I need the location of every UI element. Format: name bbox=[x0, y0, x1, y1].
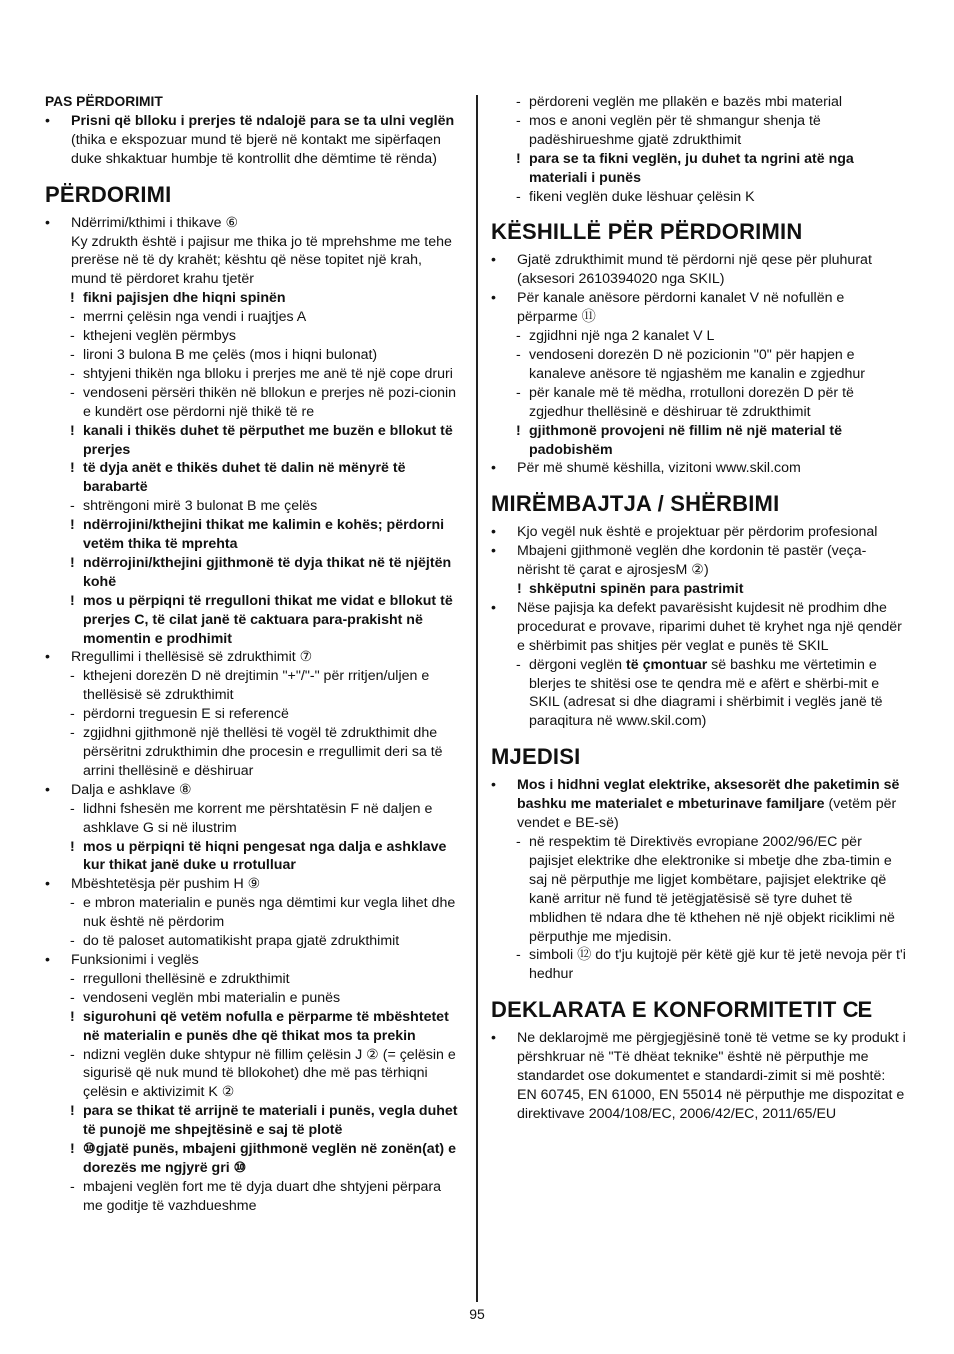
warning-marker: ! bbox=[70, 460, 75, 477]
list-item bbox=[491, 93, 908, 112]
list-item bbox=[45, 327, 460, 346]
item-text: vendoseni përsëri thikën në bllokun e prerjes në pozi-cionin e kundërt ose përdorni një thikë të re bbox=[83, 384, 457, 420]
warning-marker: ! bbox=[70, 838, 75, 855]
list-item bbox=[45, 951, 460, 970]
maintenance-heading: MIRËMBAJTJA / SHËRBIMI bbox=[491, 491, 780, 517]
page-number: 95 bbox=[469, 1306, 485, 1322]
item-text: shtyjeni thikën nga blloku i prerjes me anë të një cope druri bbox=[83, 365, 453, 382]
dash-marker: - bbox=[516, 94, 521, 110]
warning-item bbox=[45, 838, 460, 876]
list-item: • Ne deklarojmë me përgjegjësinë tonë të vetme se ky produkt i përshkruar në "Të dhëat teknike" është në përputhje me standardet ose dokumentet e standardi-zimit si më poshtë: EN 60745, EN 61000, EN 55014 në përputhje me dispozitat e direktivave 2004/108/EC, 2006/42/EC, 2011/65/EU bbox=[491, 1030, 906, 1122]
dash-marker: - bbox=[516, 656, 521, 673]
item-text: të dyja anët e thikës duhet të dalin në mënyrë të barabartë bbox=[83, 460, 406, 496]
item-text: e mbron materialin e punës nga dëmtimi kur vegla lihet dhe nuk është në përdorim bbox=[83, 895, 456, 931]
item-text: ndërrojini/kthejini thikat me kalimin e kohës; përdorni vetëm thika të mprehta bbox=[83, 517, 445, 553]
dash-marker: - bbox=[516, 346, 521, 363]
warning-marker: ! bbox=[70, 1008, 75, 1025]
warning-marker: ! bbox=[70, 422, 75, 439]
warning-marker: ! bbox=[70, 1103, 75, 1120]
item-text: kthejeni veglën përmbys bbox=[83, 328, 236, 345]
paragraph bbox=[45, 233, 460, 290]
item-text: rregulloni thellësinë e zdrukthimit bbox=[83, 970, 290, 987]
dash-marker: - bbox=[516, 112, 521, 129]
warning-marker: ! bbox=[517, 581, 522, 598]
bullet-marker: • bbox=[45, 649, 50, 666]
item-text: merrni çelësin nga vendi i ruajtjes A bbox=[83, 309, 307, 326]
after-use-heading: PAS PËRDORIMIT bbox=[45, 94, 163, 109]
item-text: sigurohuni që vetëm nofulla e përparme të mbështetet në materialin e punës dhe që thikat mos ta prekin bbox=[83, 1008, 449, 1044]
list-item bbox=[491, 346, 908, 384]
item-text: Rregullimi i thellësisë së zdrukthimit ⑦ bbox=[71, 649, 313, 666]
list-item bbox=[45, 308, 460, 327]
dash-marker: - bbox=[516, 188, 521, 205]
item-text: lidhni fshesën me korrent me përshtatësin F në daljen e ashklave G si në ilustrim bbox=[83, 800, 433, 836]
warning-item bbox=[45, 516, 460, 554]
usage-list bbox=[45, 214, 460, 1216]
bullet-marker: • bbox=[491, 290, 496, 307]
list-item bbox=[45, 1046, 460, 1103]
item-text: mos u përpiqni të rregulloni thikat me vidat e bllokut të prerjes C, të cilat janë të caktuara para-prakisht në momentin e prodhimit bbox=[83, 592, 453, 647]
warning-marker: ! bbox=[516, 150, 521, 167]
warning-item: ! shkëputni spinën para pastrimit bbox=[517, 581, 744, 598]
warning-item bbox=[491, 150, 908, 188]
dash-marker: - bbox=[70, 800, 75, 817]
item-text: mos e anoni veglën për të shmangur shenja të padëshirueshme gjatë zdrukthimit bbox=[529, 112, 821, 148]
list-item bbox=[45, 667, 460, 705]
bullet-marker: • bbox=[491, 524, 496, 541]
dash-marker: - bbox=[70, 706, 75, 723]
list-item bbox=[45, 648, 460, 667]
after-use-bullet-rest: (thika e ekspozuar mund të bjerë në kontakt me sipërfaqen duke shkaktuar humbje të kontrollit dhe dëmtime të rënda) bbox=[71, 131, 441, 167]
warning-item bbox=[45, 289, 460, 308]
list-item bbox=[45, 365, 460, 384]
warning-marker: ! bbox=[70, 517, 75, 534]
warning-item bbox=[45, 1140, 460, 1178]
tips-heading: KËSHILLË PËR PËRDORIMIN bbox=[491, 219, 803, 245]
list-item bbox=[45, 800, 460, 838]
item-text: zgjidhni gjithmonë një thellësi të vogël të zdrukthimit dhe përsëritni zdrukthimin dhe procesin e rregullimit deri sa të arrini thellësinë e dëshiruar bbox=[83, 725, 443, 779]
dash-marker: - bbox=[70, 1046, 75, 1063]
bullet-marker: • bbox=[491, 1030, 496, 1047]
item-text: kthejeni dorezën D në drejtimin "+"/"-" për rritjen/uljen e thellësisë së zdrukthimit bbox=[83, 668, 430, 704]
right-column bbox=[491, 93, 908, 1124]
ce-mark-icon: CE bbox=[842, 997, 872, 1023]
warning-item bbox=[45, 459, 460, 497]
item-text: Për kanale anësore përdorni kanalet V në nofullën e përparme ⑪ bbox=[517, 290, 845, 326]
item-text: fikni pajisjen dhe hiqni spinën bbox=[83, 290, 286, 307]
after-use-bullet-bold: Prisni që blloku i prerjes të ndalojë para se ta ulni veglën bbox=[71, 112, 455, 129]
list-item: - në respektim të Direktivës evropiane 2002/96/EC për pajisjet elektrike dhe elektronike si mbetje dhe zba-timin e saj në përputhje me ligjet kombëtare, pajisjet elektrike që kanë arritur në fund të jetëgjatësisë së tyre duhet të mblidhen të ndara dhe të kthehen në një objekt riciklimi në përputhje me mjedisin. bbox=[516, 834, 895, 945]
list-item bbox=[45, 970, 460, 989]
list-item bbox=[45, 1178, 460, 1216]
environment-heading: MJEDISI bbox=[491, 744, 581, 770]
list-item bbox=[45, 346, 460, 365]
usage-heading: PËRDORIMI bbox=[45, 181, 172, 207]
dash-marker: - bbox=[70, 725, 75, 742]
usage-list-continued bbox=[491, 93, 908, 206]
dash-marker: - bbox=[516, 834, 521, 850]
warning-item bbox=[491, 422, 908, 460]
item-text: Funksionimi i veglës bbox=[71, 951, 199, 968]
list-item: - simboli ⑫ do t'ju kujtojë për këtë gjë kur të jetë nevoja për t'i hedhur bbox=[516, 947, 906, 983]
list-item bbox=[45, 894, 460, 932]
item-text: Mbështetësja për pushim H ⑨ bbox=[71, 876, 261, 893]
list-item bbox=[45, 497, 460, 516]
dash-marker: - bbox=[70, 328, 75, 345]
list-item bbox=[491, 251, 908, 289]
warning-marker: ! bbox=[70, 290, 75, 307]
bullet-marker: • bbox=[491, 460, 496, 477]
list-item bbox=[45, 724, 460, 781]
list-item: • Mbajeni gjithmonë veglën dhe kordonin të pastër (veça-nërisht të çarat e ajrosjesM ②) bbox=[491, 543, 867, 579]
bullet-marker: • bbox=[491, 252, 496, 269]
list-item bbox=[45, 989, 460, 1008]
list-item bbox=[491, 384, 908, 422]
dash-marker: - bbox=[516, 328, 521, 345]
item-text: para se thikat të arrijnë te materiali i punës, vegla duhet të punojë me shpejtësinë e saj të plotë bbox=[83, 1103, 458, 1139]
dash-marker: - bbox=[70, 384, 75, 401]
dash-marker: - bbox=[70, 668, 75, 685]
item-text: Ndërrimi/kthimi i thikave ⑥ bbox=[71, 214, 239, 231]
dash-marker: - bbox=[70, 498, 75, 515]
bullet-marker: • bbox=[45, 951, 50, 968]
list-item bbox=[491, 289, 908, 327]
list-item: • Mos i hidhni veglat elektrike, aksesorët dhe paketimin së bashku me materialet e mbeturinave familjare (vetëm për vendet e BE-së) bbox=[491, 777, 900, 832]
list-item bbox=[491, 327, 908, 346]
item-text: zgjidhni një nga 2 kanalet V L bbox=[529, 328, 715, 345]
tips-list bbox=[491, 251, 908, 478]
warning-item bbox=[45, 1008, 460, 1046]
item-text: para se ta fikni veglën, ju duhet ta ngrini atë nga materiali i punës bbox=[529, 150, 854, 186]
item-text: gjithmonë provojeni në fillim në një material të padobishëm bbox=[529, 422, 842, 458]
dash-marker: - bbox=[70, 970, 75, 987]
bullet-marker: • bbox=[45, 112, 50, 129]
list-item: • Kjo vegël nuk është e projektuar për përdorim profesional bbox=[491, 524, 878, 541]
item-text: mbajeni veglën fort me të dyja duart dhe shtyjeni përpara me goditje të vazhdueshme bbox=[83, 1178, 442, 1214]
item-text: vendoseni veglën mbi materialin e punës bbox=[83, 989, 341, 1006]
list-item: - dërgoni veglën të çmontuar së bashku me vërtetimin e blerjes te shitësi ose te qendra më e afërt e shërbi-mit e SKIL (adresat si dhe diagrami i shërbimit i veglës janë të paraqitura në www.skil.com) bbox=[516, 656, 883, 730]
dash-marker: - bbox=[70, 309, 75, 326]
dash-marker: - bbox=[516, 384, 521, 401]
environment-list bbox=[491, 776, 908, 984]
list-item bbox=[491, 459, 908, 478]
item-text: kanali i thikës duhet të përputhet me buzën e bllokut të prerjes bbox=[83, 422, 453, 458]
item-text: do të paloset automatikisht prapa gjatë zdrukthimit bbox=[83, 933, 400, 950]
item-text: fikeni veglën duke lëshuar çelësin K bbox=[529, 188, 755, 205]
list-item bbox=[45, 781, 460, 800]
warning-marker: ! bbox=[70, 1141, 75, 1158]
bullet-marker: • bbox=[491, 543, 496, 560]
maintenance-list bbox=[491, 523, 908, 731]
dash-marker: - bbox=[70, 989, 75, 1006]
dash-marker: - bbox=[70, 346, 75, 363]
declaration-list bbox=[491, 1029, 908, 1124]
item-text: për kanale më të mëdha, rrotulloni dorezën D për të zgjedhur thellësinë e dëshiruar të zdrukthimit bbox=[529, 384, 854, 420]
warning-marker: ! bbox=[516, 422, 521, 439]
declaration-heading: DEKLARATA E KONFORMITETIT CE bbox=[491, 997, 872, 1023]
list-item: • Nëse pajisja ka defekt pavarësisht kujdesit në prodhim dhe procedurat e provave, riparimi duhet të kryhet nga një qendër e shërbimit pas shitjes për veglat e punës të SKIL bbox=[491, 599, 902, 654]
column-divider bbox=[476, 95, 478, 1302]
item-text: lironi 3 bulona B me çelës (mos i hiqni bulonat) bbox=[83, 346, 378, 363]
item-text: ⑩gjatë punës, mbajeni gjithmonë veglën në zonën(at) e dorezës me ngjyrë gri ⑩ bbox=[83, 1141, 456, 1176]
warning-item bbox=[45, 592, 460, 649]
item-text: përdoreni veglën me pllakën e bazës mbi material bbox=[529, 94, 843, 110]
list-item bbox=[45, 705, 460, 724]
dash-marker: - bbox=[70, 895, 75, 912]
item-text: Ky zdrukth është i pajisur me thika jo të mprehshme me tehe prerëse në të dy krahët; kështu që nëse topitet një krah, mund të përdoret krahu tjetër bbox=[71, 233, 452, 288]
item-text: vendoseni dorezën D në pozicionin "0" për hapjen e kanaleve anësore të ngjashëm me kanalin e zgjedhur bbox=[529, 346, 865, 382]
bullet-marker: • bbox=[491, 777, 496, 794]
item-text: ndizni veglën duke shtypur në fillim çelësin J ② (= çelësin e sigurisë që nuk mund të bllokohet) dhe më pas tërhiqni çelësin e aktivizimit K ② bbox=[83, 1046, 456, 1101]
list-item bbox=[45, 214, 460, 233]
warning-item bbox=[45, 422, 460, 460]
dash-marker: - bbox=[70, 1178, 75, 1195]
warning-marker: ! bbox=[70, 554, 75, 571]
warning-item bbox=[45, 1102, 460, 1140]
left-column bbox=[45, 93, 460, 1216]
bullet-marker: • bbox=[45, 214, 50, 231]
item-text: Për më shumë këshilla, vizitoni www.skil.com bbox=[517, 460, 801, 477]
after-use-bullet bbox=[45, 112, 460, 169]
dash-marker: - bbox=[70, 365, 75, 382]
list-item bbox=[491, 112, 908, 150]
bullet-marker: • bbox=[45, 781, 50, 798]
list-item bbox=[45, 932, 460, 951]
item-text: shtrëngoni mirë 3 bulonat B me çelës bbox=[83, 498, 318, 515]
list-item bbox=[491, 188, 908, 207]
list-item bbox=[45, 875, 460, 894]
warning-item bbox=[45, 554, 460, 592]
dash-marker: - bbox=[70, 933, 75, 950]
item-text: Dalja e ashklave ⑧ bbox=[71, 781, 192, 798]
item-text: përdorni treguesin E si referencë bbox=[83, 706, 289, 723]
list-item bbox=[45, 384, 460, 422]
bullet-marker: • bbox=[45, 876, 50, 893]
warning-marker: ! bbox=[70, 592, 75, 609]
bullet-marker: • bbox=[491, 599, 496, 616]
dash-marker: - bbox=[516, 947, 521, 964]
item-text: mos u përpiqni të hiqni pengesat nga dalja e ashklave kur thikat janë duke u rrotulluar bbox=[83, 838, 447, 874]
item-text: Gjatë zdrukthimit mund të përdorni një qese për pluhurat (aksesori 2610394020 nga SKIL) bbox=[517, 252, 872, 288]
item-text: ndërrojini/kthejini gjithmonë të dyja thikat në të njëjtën kohë bbox=[83, 554, 452, 590]
